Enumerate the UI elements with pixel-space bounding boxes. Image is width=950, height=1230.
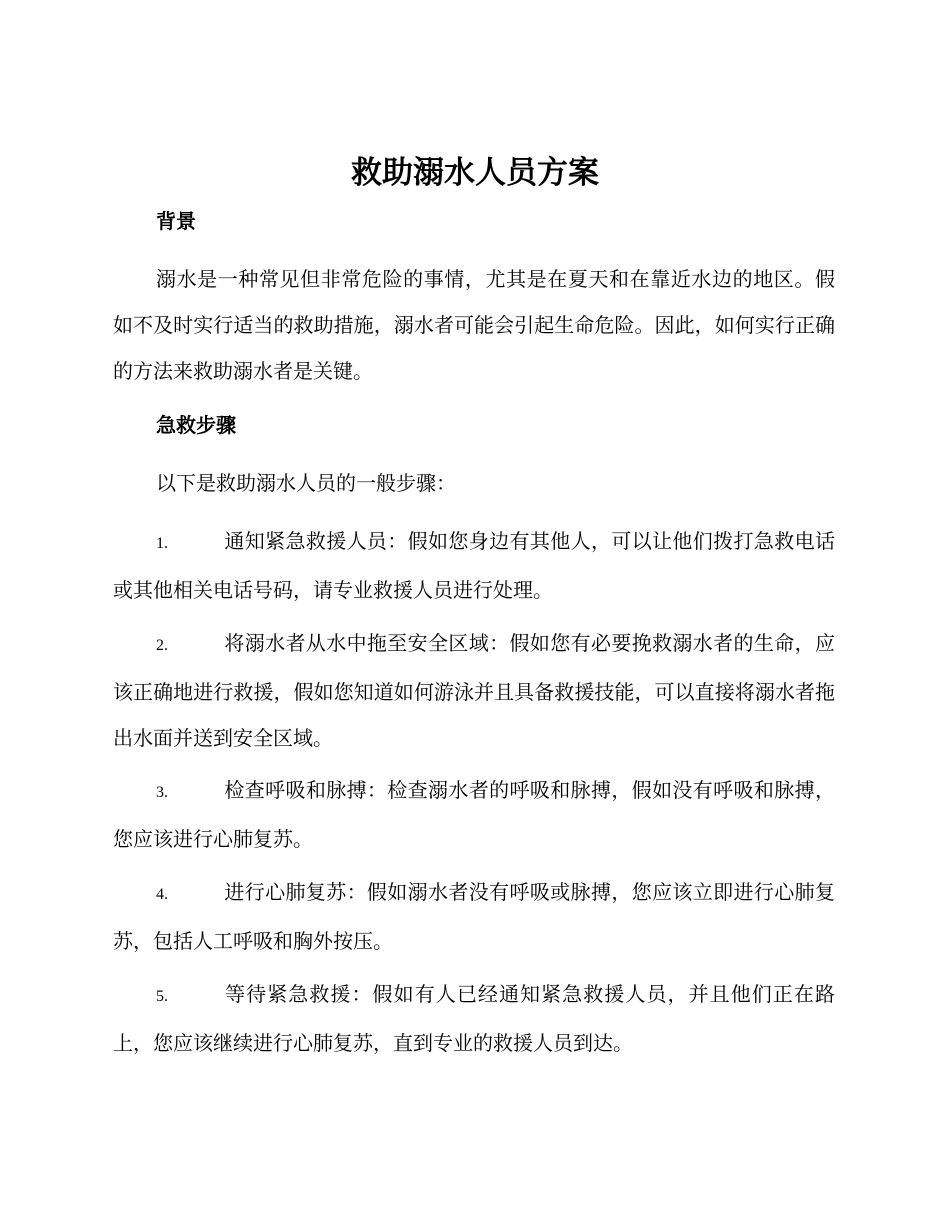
section-heading-first-aid-steps: 急救步骤 — [156, 413, 236, 437]
list-item-number: 4. — [156, 886, 168, 903]
section-heading-background: 背景 — [156, 209, 196, 233]
list-item-number: 5. — [156, 988, 168, 1005]
list-item-number: 2. — [156, 637, 168, 654]
list-item-text: 检查呼吸和脉搏：检查溺水者的呼吸和脉搏，假如没有呼吸和脉搏，您应该进行心肺复苏。 — [113, 778, 835, 851]
steps-intro-paragraph: 以下是救助溺水人员的一般步骤： — [156, 471, 456, 495]
list-item-text: 将溺水者从水中拖至安全区域：假如您有必要挽救溺水者的生命，应该正确地进行救援，假如您知道如何游泳并且具备救援技能，可以直接将溺水者拖出水面并送到安全区域。 — [113, 631, 835, 750]
list-item — [113, 620, 835, 761]
list-item — [113, 869, 835, 964]
list-item — [113, 518, 835, 613]
list-item-text: 进行心肺复苏：假如溺水者没有呼吸或脉搏，您应该立即进行心肺复苏，包括人工呼吸和胸外按压。 — [113, 880, 835, 953]
background-paragraph: 溺水是一种常见但非常危险的事情，尤其是在夏天和在靠近水边的地区。假如不及时实行适当的救助措施，溺水者可能会引起生命危险。因此，如何实行正确的方法来救助溺水者是关键。 — [113, 267, 835, 383]
list-item-text: 通知紧急救援人员：假如您身边有其他人，可以让他们拨打急救电话或其他相关电话号码，请专业救援人员进行处理。 — [113, 529, 835, 602]
list-item-text: 等待紧急救援：假如有人已经通知紧急救援人员，并且他们正在路上，您应该继续进行心肺复苏，直到专业的救援人员到达。 — [113, 982, 835, 1055]
list-item-number: 3. — [156, 784, 168, 801]
list-item — [113, 767, 835, 862]
document-title: 救助溺水人员方案 — [351, 155, 599, 191]
list-item — [113, 971, 835, 1066]
list-item-number: 1. — [156, 535, 168, 552]
